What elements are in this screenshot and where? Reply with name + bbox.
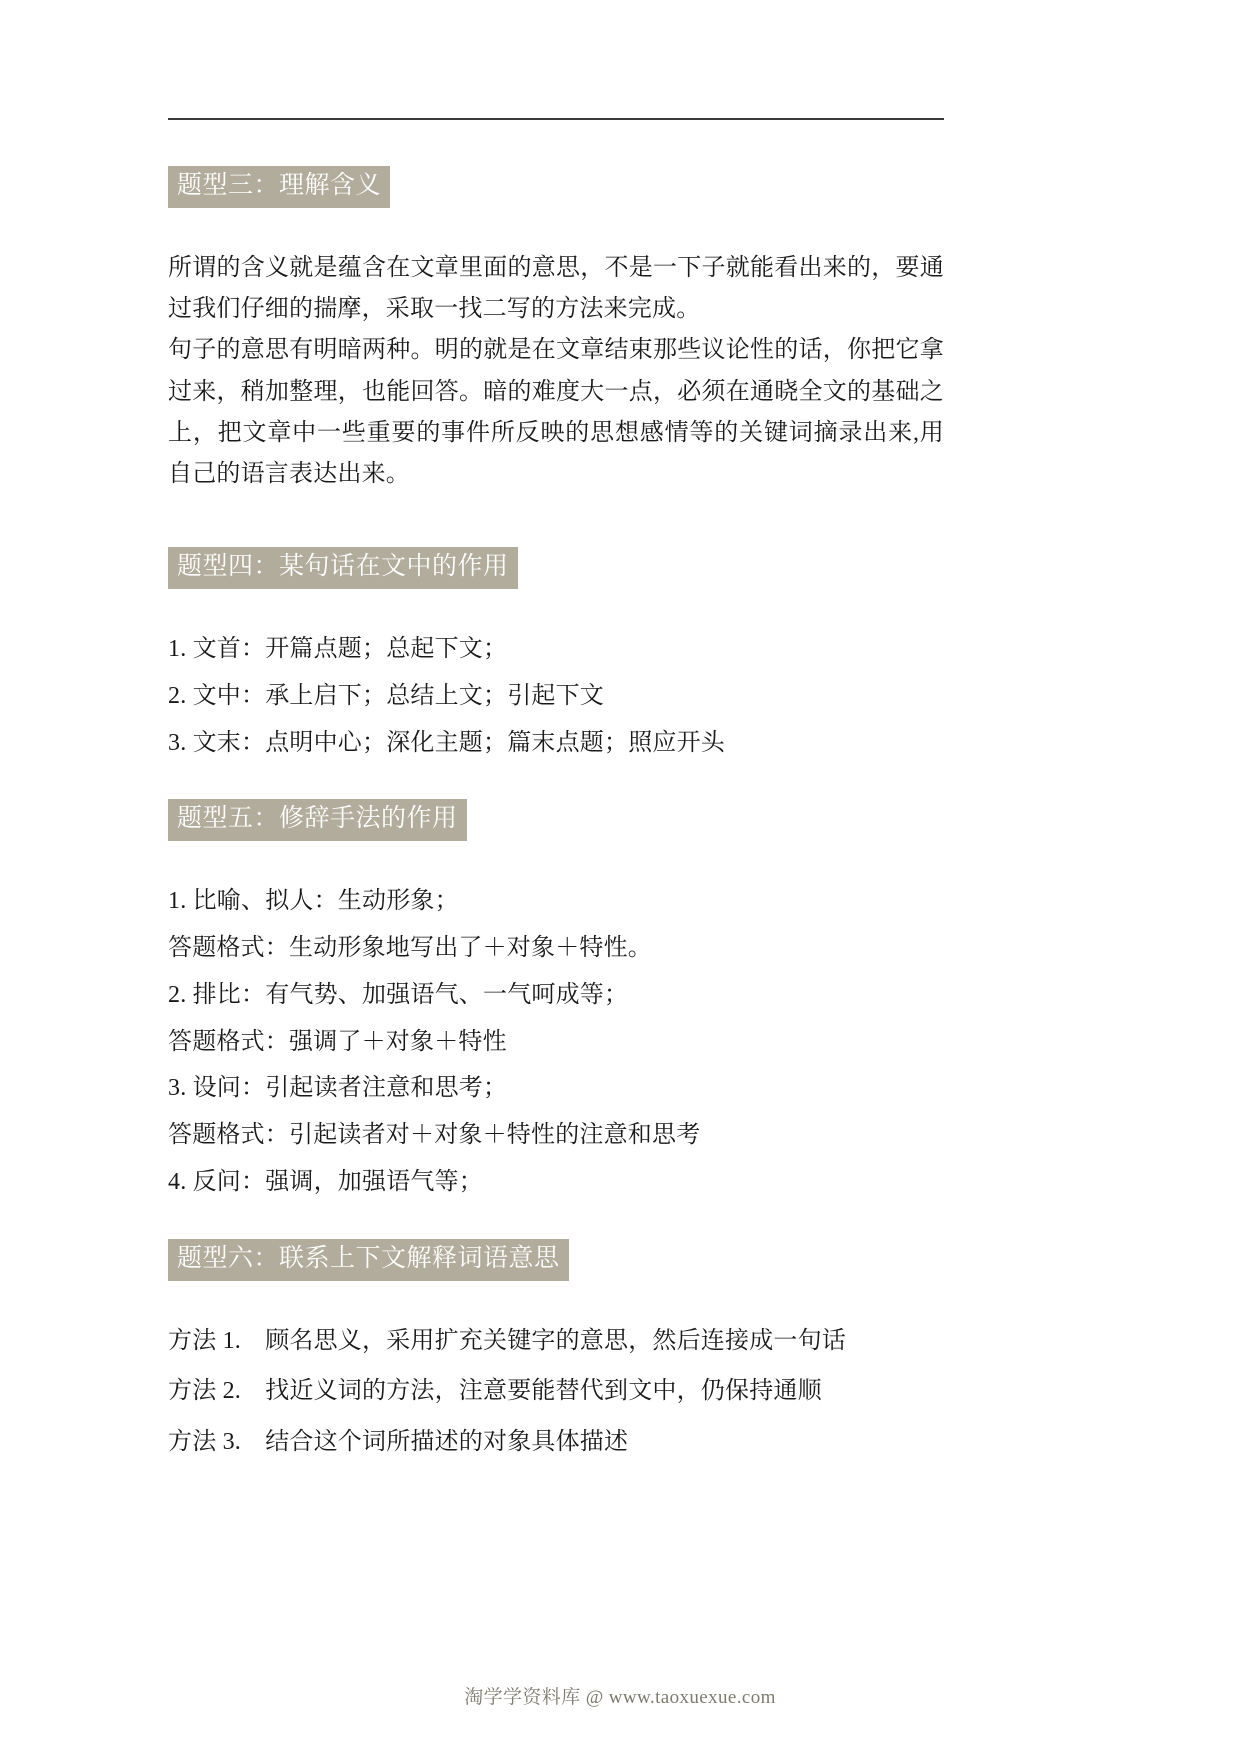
list-item: 4. 反问：强调，加强语气等；: [168, 1169, 483, 1196]
list-item: 3. 设问：引起读者注意和思考；: [168, 1075, 508, 1102]
section-4-list: [168, 629, 944, 763]
section-5-list: [168, 881, 944, 1203]
list-item: 答题格式：强调了＋对象＋特性: [168, 1028, 507, 1055]
section-3-paragraph-1: 所谓的含义就是蕴含在文章里面的意思，不是一下子就能看出来的，要通过我们仔细的揣摩，采取一找二写的方法来完成。: [168, 254, 944, 323]
header-divider: [168, 118, 944, 120]
list-item: 2. 排比：有气势、加强语气、一气呵成等；: [168, 981, 629, 1008]
spacer: [168, 495, 944, 547]
page-footer: 淘学学资料库 @ www.taoxuexue.com: [464, 1687, 776, 1708]
section-heading-3-wrap: [168, 166, 944, 208]
section-heading-4: 题型四：某句话在文中的作用: [168, 547, 518, 589]
spacer: [168, 208, 944, 248]
list-item: 1. 文首：开篇点题；总起下文；: [168, 636, 508, 663]
list-item: 2. 文中：承上启下；总结上文；引起下文: [168, 682, 604, 709]
section-heading-5: 题型五：修辞手法的作用: [168, 799, 467, 841]
list-item: 方法 2. 找近义词的方法，注意要能替代到文中，仍保持通顺: [168, 1378, 822, 1405]
list-item: 方法 1. 顾名思义，采用扩充关键字的意思，然后连接成一句话: [168, 1327, 846, 1354]
document-content: [168, 118, 944, 1473]
spacer: [168, 1281, 944, 1321]
list-item: 方法 3. 结合这个词所描述的对象具体描述: [168, 1429, 629, 1456]
list-item: 答题格式：引起读者对＋对象＋特性的注意和思考: [168, 1122, 701, 1149]
section-heading-4-wrap: [168, 547, 944, 589]
list-item: 1. 比喻、拟人：生动形象；: [168, 888, 459, 915]
list-item: 答题格式：生动形象地写出了＋对象＋特性。: [168, 935, 652, 962]
list-item: 3. 文末：点明中心；深化主题；篇末点题；照应开头: [168, 729, 725, 756]
spacer: [168, 1209, 944, 1239]
section-heading-3: 题型三：理解含义: [168, 166, 390, 208]
section-3-paragraph-2: 句子的意思有明暗两种。明的就是在文章结束那些议论性的话，你把它拿过来，稍加整理，也能回答。暗的难度大一点，必须在通晓全文的基础之上，把文章中一些重要的事件所反映的思想感情等的关键词摘录出来,用自己的语言表达出来。: [168, 337, 944, 488]
spacer: [168, 589, 944, 629]
spacer: [168, 769, 944, 799]
section-heading-6-wrap: [168, 1239, 944, 1281]
section-6-list: [168, 1321, 944, 1463]
section-heading-5-wrap: [168, 799, 944, 841]
spacer: [168, 841, 944, 881]
section-heading-6: 题型六：联系上下文解释词语意思: [168, 1239, 569, 1281]
